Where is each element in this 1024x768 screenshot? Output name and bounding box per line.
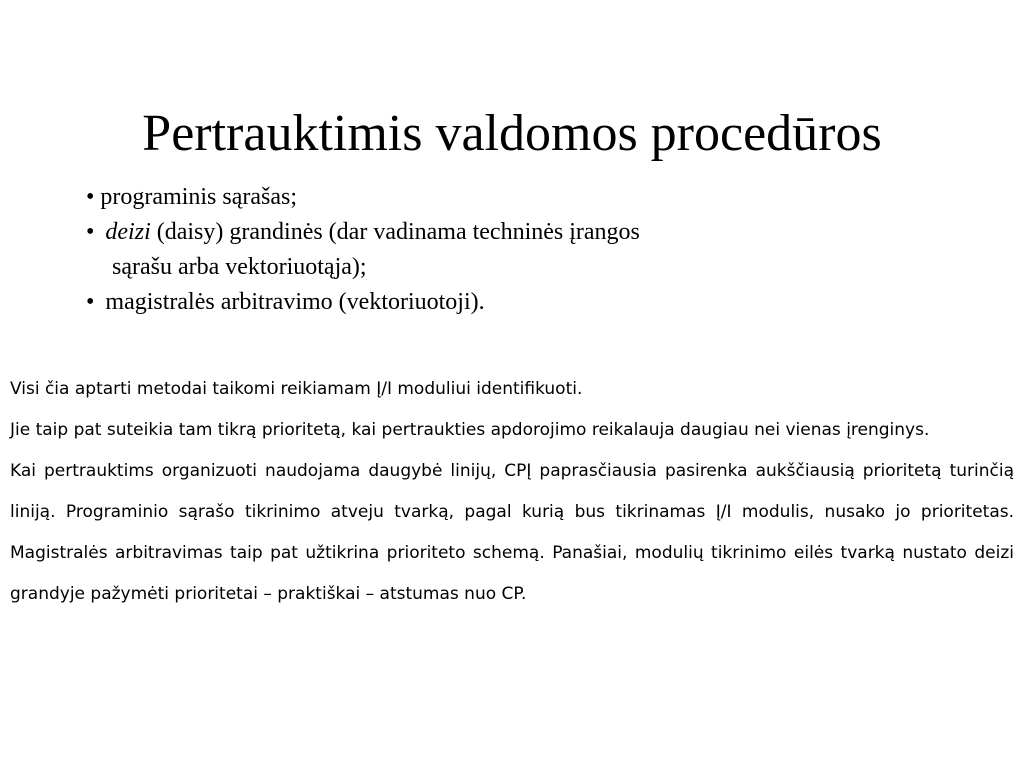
bullet-marker: •	[86, 289, 95, 315]
bullet-item-daisy-chain-continuation	[86, 250, 786, 285]
bullet-marker: •	[86, 219, 95, 245]
bullet-marker: •	[86, 184, 95, 210]
body-paragraph-3: Kai pertrauktims organizuoti naudojama daugybė linijų, CPĮ paprasčiausia pasirenka aukščiausią prioritetą turinčią liniją. Programinio sąrašo tikrinimo atveju tvarką, pagal kurią bus tikrinamas Į/I modulis, nusako jo prioritetas. Magistralės arbitravimas taip pat užtikrina prioriteto schemą. Panašiai, modulių tikrinimo eilės tvarką nustato deizi grandyje pažymėti prioritetai – praktiškai – atstumas nuo CP.	[10, 461, 1014, 604]
body-text	[10, 369, 1014, 615]
bullet-text: programinis sąrašas;	[100, 184, 298, 210]
bullet-text-italic: deizi	[105, 219, 151, 245]
bullet-text: (daisy) grandinės (dar vadinama techninės įrangos	[150, 219, 640, 245]
bullet-item-bus-arbitration	[86, 285, 786, 320]
bullet-text: magistralės arbitravimo (vektoriuotoji).	[105, 289, 485, 315]
slide-title: Pertrauktimis valdomos procedūros	[142, 105, 882, 162]
body-paragraph-2: Jie taip pat suteikia tam tikrą prioritetą, kai pertraukties apdorojimo reikalauja daugiau nei vienas įrenginys.	[10, 420, 930, 440]
bullet-item-program-list	[86, 180, 786, 215]
bullet-item-daisy-chain	[86, 215, 786, 250]
bullet-text: sąrašu arba vektoriuotąja);	[112, 254, 367, 280]
body-paragraph-1: Visi čia aptarti metodai taikomi reikiamam Į/I moduliui identifikuoti.	[10, 379, 583, 399]
bullet-list	[86, 180, 786, 320]
